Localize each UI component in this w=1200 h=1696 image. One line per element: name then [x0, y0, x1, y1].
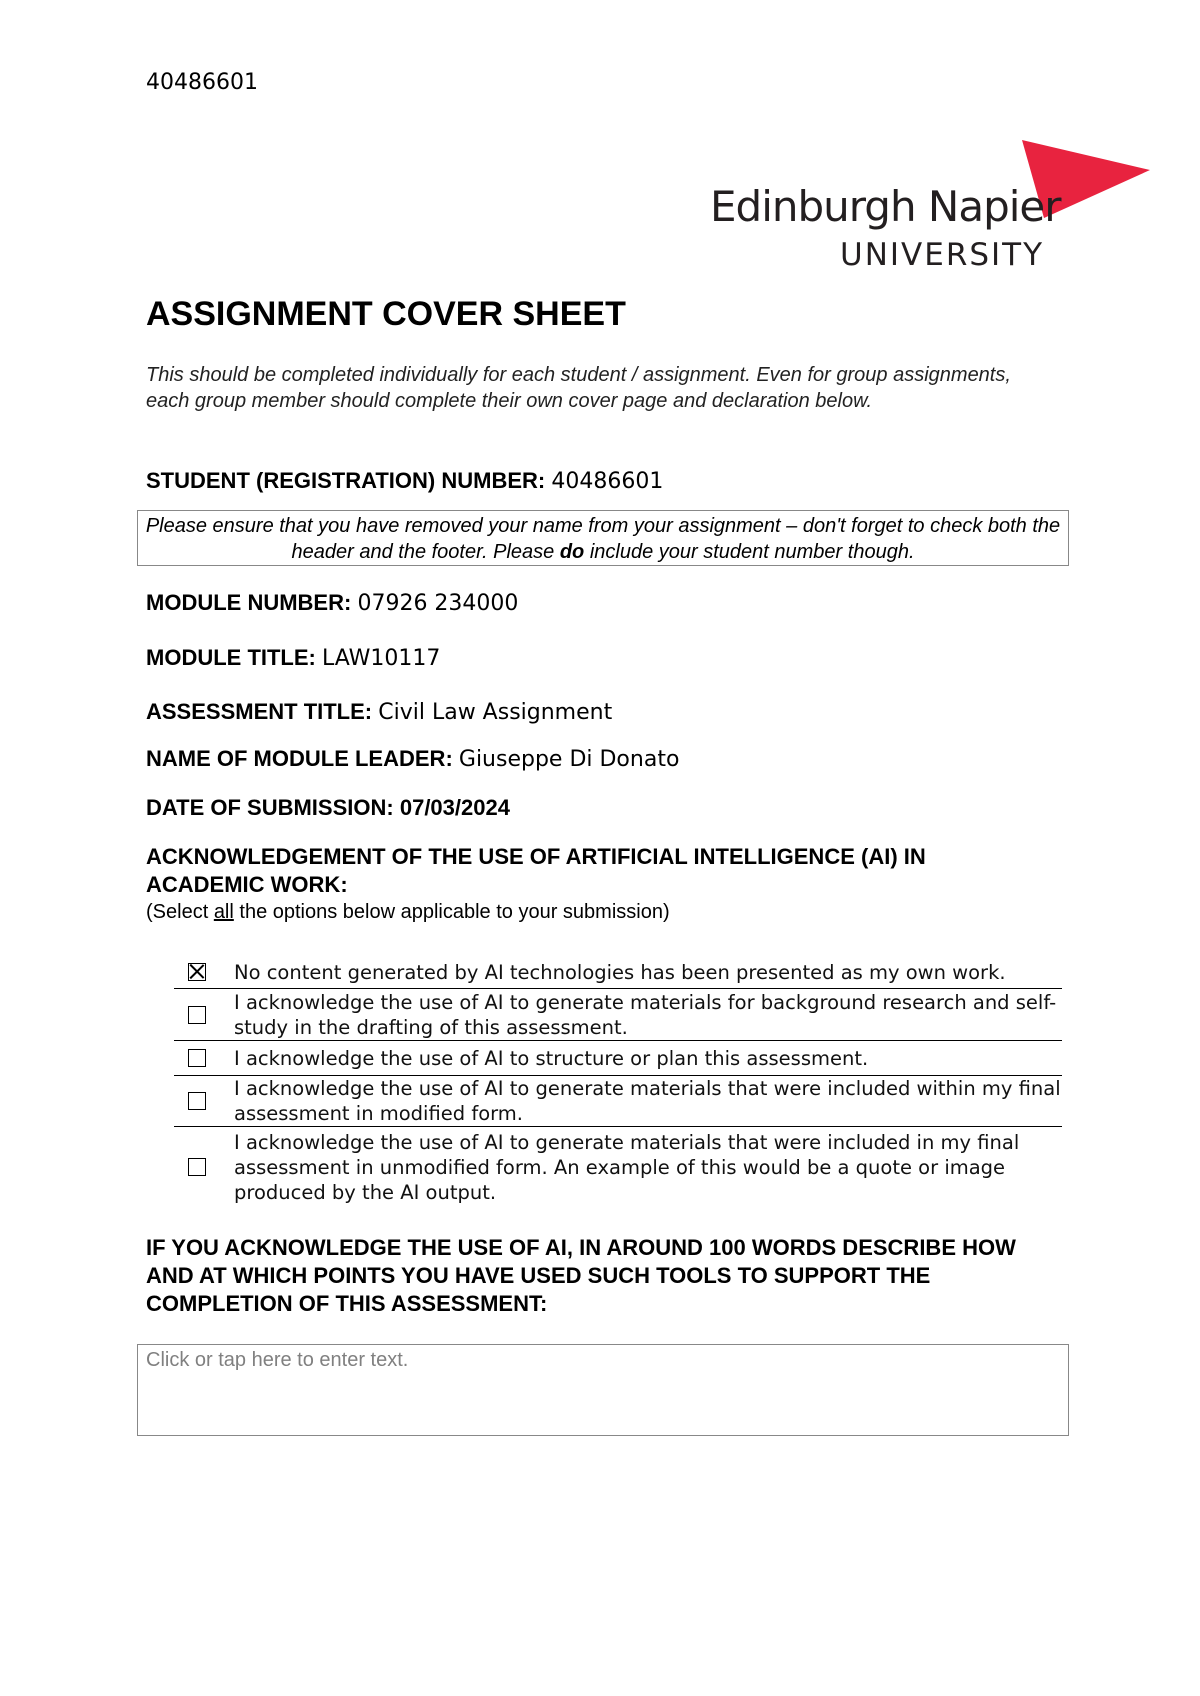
checkbox-icon[interactable]	[188, 1092, 206, 1110]
submission-date-value[interactable]: 07/03/2024	[399, 795, 510, 820]
textbox-placeholder: Click or tap here to enter text.	[146, 1349, 409, 1371]
module-leader-value[interactable]: Giuseppe Di Donato	[458, 747, 680, 772]
ai-option-4[interactable]	[174, 1076, 1062, 1127]
ai-options-list	[174, 956, 1062, 1207]
option-text: I acknowledge the use of AI to generate materials that were included in my final assessment in unmodified form. An example of this would be a quote or image produced by the AI output.	[234, 1130, 1020, 1204]
student-number-label: STUDENT (REGISTRATION) NUMBER:	[146, 468, 546, 493]
page-title: ASSIGNMENT COVER SHEET	[146, 295, 626, 333]
module-leader-field	[146, 746, 679, 772]
ai-option-3[interactable]	[174, 1041, 1062, 1076]
checkbox-checked-icon[interactable]	[188, 963, 206, 981]
option-text: I acknowledge the use of AI to generate materials for background research and self-study in the drafting of this assessment.	[234, 990, 1057, 1039]
intro-text: This should be completed individually for each student / assignment. Even for group assignments, each group member should complete their own cover page and declaration below.	[146, 364, 1011, 412]
module-number-label: MODULE NUMBER:	[146, 590, 352, 615]
module-leader-label: NAME OF MODULE LEADER:	[146, 746, 453, 771]
option-text: No content generated by AI technologies has been presented as my own work.	[234, 960, 1006, 984]
option-text: I acknowledge the use of AI to generate materials that were included within my final assessment in modified form.	[234, 1077, 1061, 1125]
student-number-value[interactable]: 40486601	[551, 469, 664, 494]
student-number-field	[146, 468, 663, 494]
ai-usage-description-heading: IF YOU ACKNOWLEDGE THE USE OF AI, IN AROUND 100 WORDS DESCRIBE HOW AND AT WHICH POINTS YOU HAVE USED SUCH TOOLS TO SUPPORT THE COMPLETION OF THIS ASSESSMENT:	[146, 1235, 1016, 1316]
ai-option-2[interactable]	[174, 989, 1062, 1041]
notice-text-2: include your student number though.	[584, 541, 915, 563]
assessment-title-value[interactable]: Civil Law Assignment	[378, 700, 613, 725]
ai-acknowledgement-instruction	[146, 901, 670, 924]
module-title-value[interactable]: LAW10117	[322, 646, 441, 671]
university-logo	[710, 140, 1150, 273]
instruction-underlined: all	[213, 901, 234, 923]
ai-acknowledgement-heading: ACKNOWLEDGEMENT OF THE USE OF ARTIFICIAL INTELLIGENCE (AI) IN ACADEMIC WORK:	[146, 844, 926, 897]
instruction-pre: (Select	[146, 901, 214, 923]
submission-date-field	[146, 795, 510, 821]
assessment-title-field	[146, 699, 612, 725]
assessment-title-label: ASSESSMENT TITLE:	[146, 699, 373, 724]
instruction-post: the options below applicable to your submission)	[233, 901, 670, 923]
notice-bold: do	[559, 541, 585, 563]
module-number-value[interactable]: 07926 234000	[357, 591, 519, 616]
module-title-label: MODULE TITLE:	[146, 645, 316, 670]
option-text: I acknowledge the use of AI to structure or plan this assessment.	[234, 1046, 869, 1070]
checkbox-icon[interactable]	[188, 1049, 206, 1067]
ai-usage-description-input[interactable]	[137, 1344, 1069, 1436]
logo-subtitle: UNIVERSITY	[840, 237, 1045, 273]
anonymity-notice	[137, 510, 1069, 566]
notice-text-1: Please ensure that you have removed your name from your assignment – don't forget to check both the header and the footer. Please	[145, 515, 1061, 563]
module-number-field	[146, 590, 518, 616]
header-student-number: 40486601	[146, 70, 258, 95]
checkbox-icon[interactable]	[188, 1158, 206, 1176]
logo-name: Edinburgh Napier	[710, 182, 1061, 231]
ai-option-1[interactable]	[174, 956, 1062, 989]
submission-date-label: DATE OF SUBMISSION:	[146, 795, 394, 820]
module-title-field	[146, 645, 440, 671]
checkbox-icon[interactable]	[188, 1006, 206, 1024]
ai-option-5[interactable]	[174, 1127, 1062, 1207]
